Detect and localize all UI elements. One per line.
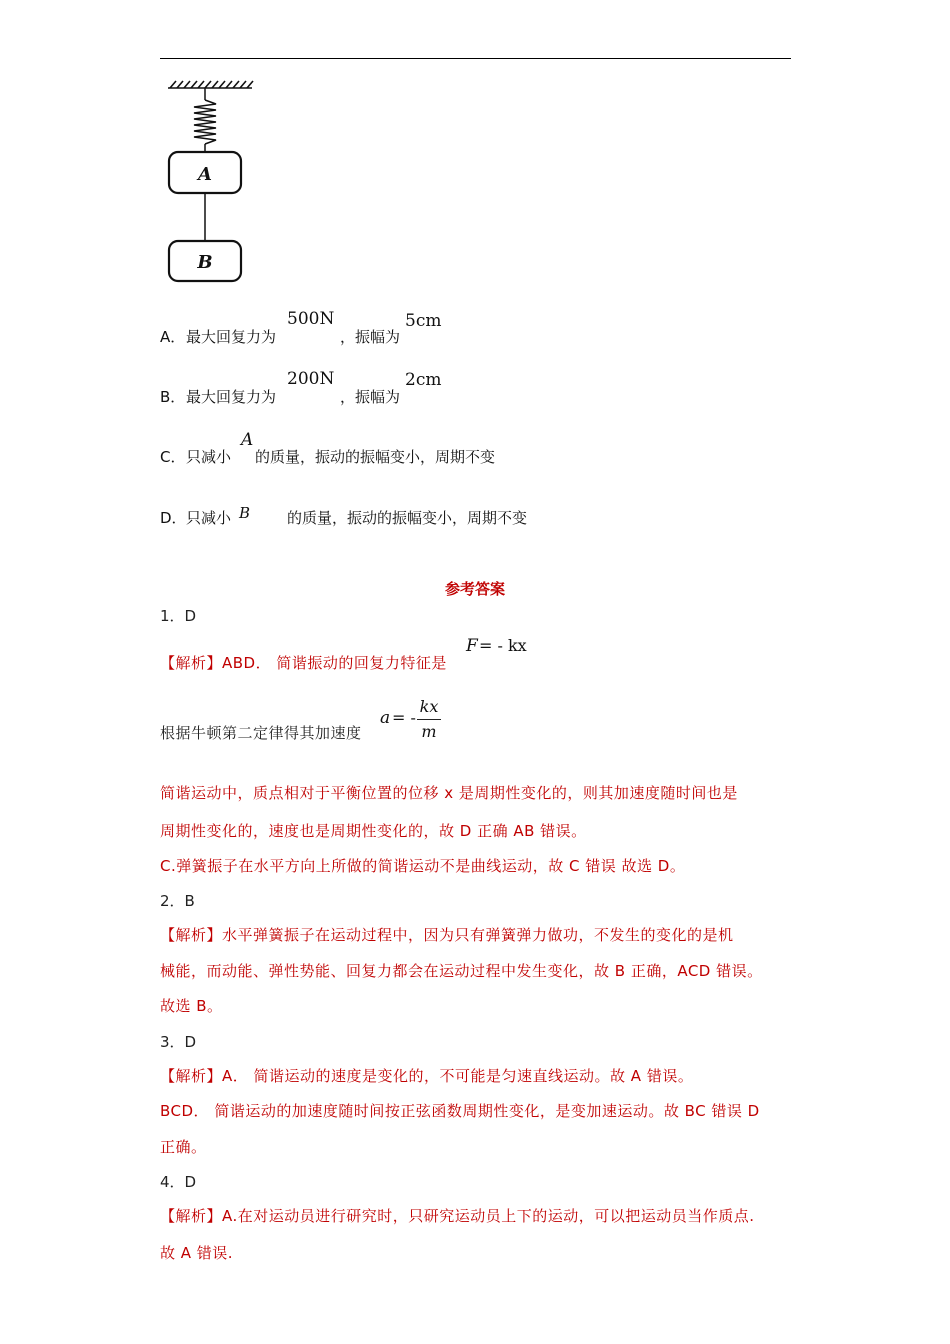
answer-paragraph: 正确。: [160, 1138, 207, 1156]
option-value: 5cm: [405, 311, 442, 331]
answer-paragraph: 【解析】水平弹簧振子在运动过程中，因为只有弹簧弹力做功，不发生的变化的是机: [160, 926, 734, 944]
formula-lhs: F: [466, 636, 478, 656]
spring-blocks-figure: [160, 78, 260, 288]
answer-paragraph: C.弹簧振子在水平方向上所做的简谐运动不是曲线运动，故 C 错误 故选 D。: [160, 857, 686, 875]
option-text: 的质量，振动的振幅变小，周期不变: [287, 509, 528, 527]
option-text: 只减小: [186, 448, 232, 466]
formula-lhs: a: [380, 708, 391, 728]
spring: [194, 88, 216, 152]
option-symbol: A: [241, 430, 254, 450]
answer-paragraph: 简谐运动中，质点相对于平衡位置的位移 x 是周期性变化的，则其加速度随时间也是: [160, 784, 738, 802]
answer-paragraph: 【解析】A.在对运动员进行研究时，只研究运动员上下的运动，可以把运动员当作质点.: [160, 1207, 755, 1225]
answer-paragraph: 【解析】ABD． 简谐振动的回复力特征是: [160, 654, 447, 672]
option-text: 只减小: [186, 509, 232, 527]
option-letter: A．: [160, 328, 186, 346]
block-b-label: B: [197, 252, 213, 273]
answers-title: 参考答案: [444, 580, 505, 598]
option-text: 最大回复力为: [186, 388, 277, 406]
option-text: ，振幅为: [340, 388, 401, 406]
answer-paragraph: 根据牛顿第二定律得其加速度: [160, 724, 362, 742]
formula-rhs: = - kx: [479, 636, 527, 655]
ceiling-hatch: [168, 81, 253, 88]
option-text: ，振幅为: [340, 328, 401, 346]
option-letter: D．: [160, 509, 187, 527]
option-text: 最大回复力为: [186, 328, 277, 346]
block-a-label: A: [198, 164, 212, 185]
answer-paragraph: 周期性变化的，速度也是周期性变化的，故 D 正确 AB 错误。: [160, 822, 587, 840]
option-letter: C．: [160, 448, 186, 466]
answer-number: 3．D: [160, 1033, 197, 1051]
fraction-bar: [417, 719, 441, 720]
option-value: 500N: [287, 309, 335, 329]
answer-paragraph: 故选 B。: [160, 997, 223, 1015]
answer-number: 1．D: [160, 607, 197, 625]
fraction-denominator: m: [421, 722, 437, 741]
answer-number: 2．B: [160, 892, 195, 910]
header-rule: [160, 58, 791, 59]
answer-paragraph: BCD． 简谐运动的加速度随时间按正弦函数周期性变化，是变加速运动。故 BC 错误 D: [160, 1102, 760, 1120]
fraction-numerator: kx: [419, 697, 439, 716]
option-value: 200N: [287, 369, 335, 389]
answer-paragraph: 故 A 错误.: [160, 1244, 234, 1262]
option-value: 2cm: [405, 370, 442, 390]
formula-eq: = -: [392, 708, 416, 727]
option-letter: B．: [160, 388, 186, 406]
answer-number: 4．D: [160, 1173, 197, 1191]
option-symbol: B: [239, 504, 251, 522]
answer-paragraph: 【解析】A． 简谐运动的速度是变化的，不可能是匀速直线运动。故 A 错误。: [160, 1067, 694, 1085]
option-text: 的质量，振动的振幅变小，周期不变: [255, 448, 496, 466]
answer-paragraph: 械能，而动能、弹性势能、回复力都会在运动过程中发生变化，故 B 正确，ACD 错误。: [160, 962, 763, 980]
